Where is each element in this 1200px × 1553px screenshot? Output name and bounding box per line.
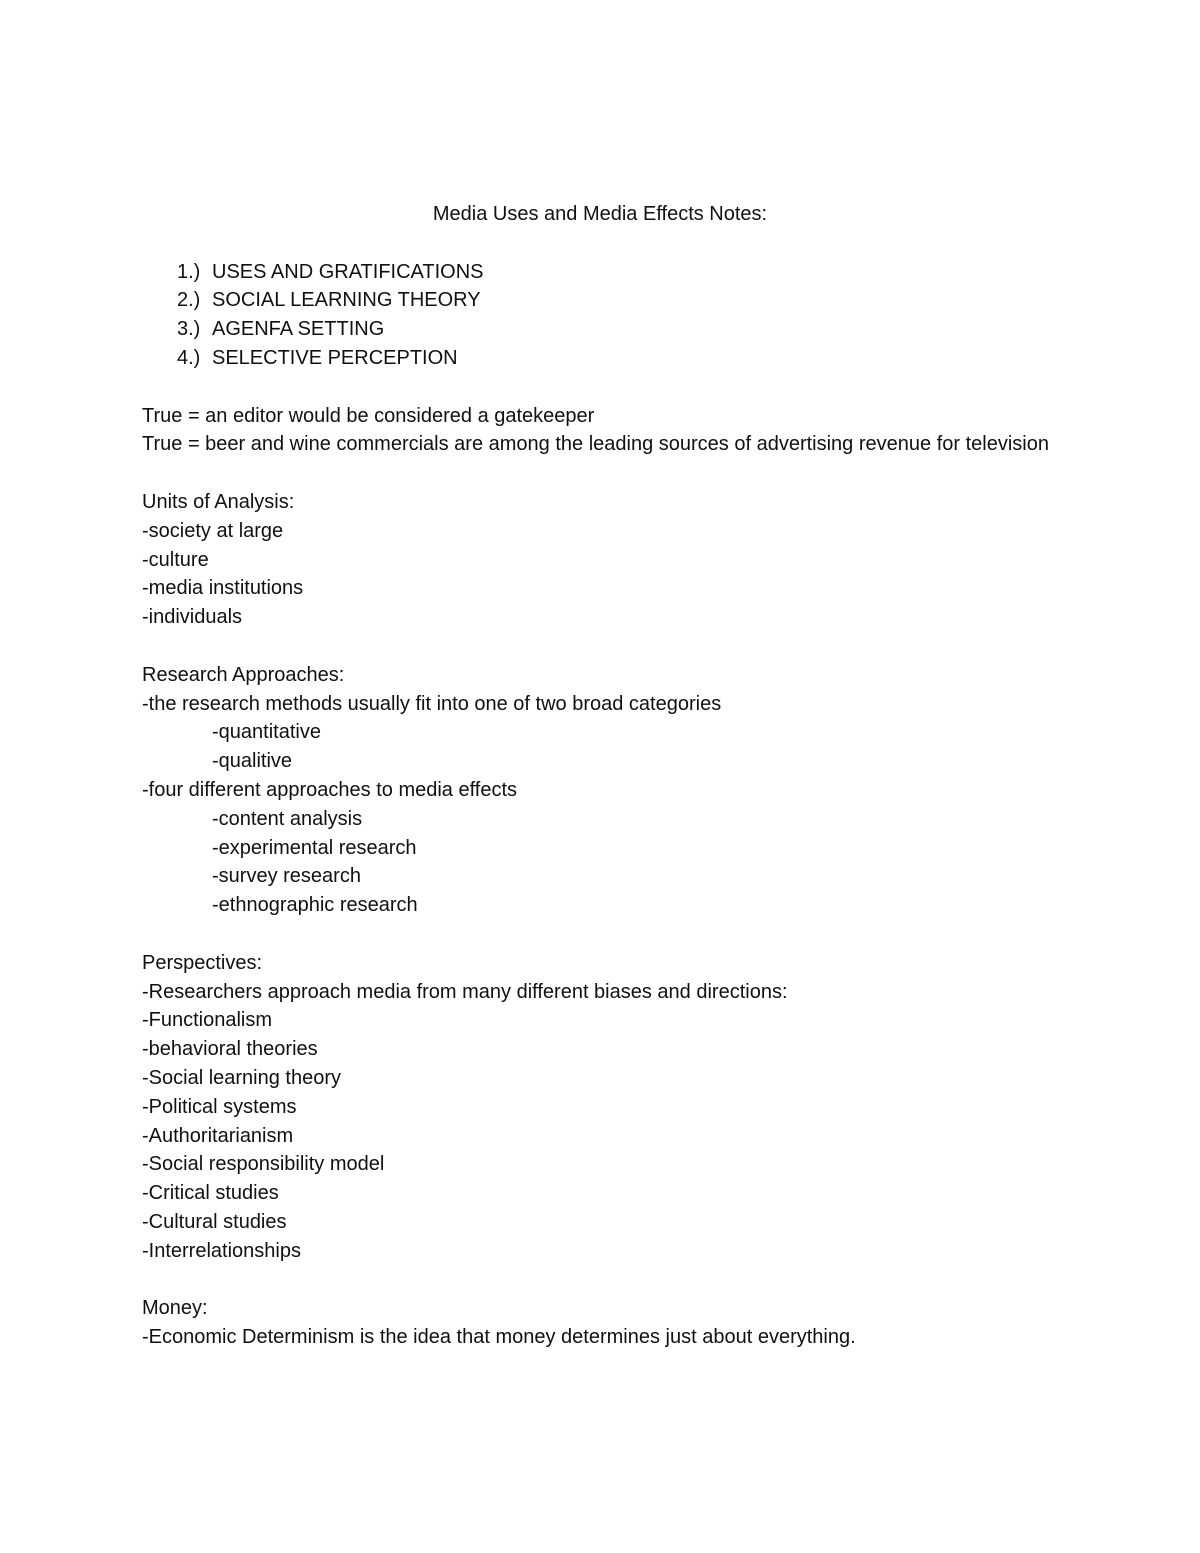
theories-list xyxy=(142,258,1058,373)
perspectives-item: -Interrelationships xyxy=(142,1239,301,1262)
perspectives-item: -Authoritarianism xyxy=(142,1124,294,1147)
list-item-text: SELECTIVE PERCEPTION xyxy=(212,346,458,369)
spacer xyxy=(142,373,1058,402)
true-statement: True = beer and wine commercials are among the leading sources of advertising revenue for television xyxy=(142,433,1049,456)
list-item xyxy=(142,344,1058,373)
perspectives-item: -Political systems xyxy=(142,1095,297,1118)
list-item-number: 3.) xyxy=(177,318,201,341)
list-item-number: 2.) xyxy=(177,289,201,312)
research-category: -quantitative xyxy=(212,721,321,744)
list-item xyxy=(142,286,1058,315)
document-title: Media Uses and Media Effects Notes: xyxy=(432,203,768,225)
perspectives-item: -behavioral theories xyxy=(142,1038,318,1061)
units-item: -culture xyxy=(142,548,209,571)
list-item-number: 1.) xyxy=(177,260,201,283)
perspectives-item: -Critical studies xyxy=(142,1182,279,1205)
perspectives-item: -Social learning theory xyxy=(142,1066,341,1089)
list-item xyxy=(142,258,1058,287)
true-statement: True = an editor would be considered a gatekeeper xyxy=(142,404,595,427)
research-approach: -ethnographic research xyxy=(212,894,418,917)
perspectives-item: -Social responsibility model xyxy=(142,1153,385,1176)
list-item-text: SOCIAL LEARNING THEORY xyxy=(212,289,481,312)
money-item: -Economic Determinism is the idea that money determines just about everything. xyxy=(142,1326,856,1349)
spacer xyxy=(142,632,1058,661)
list-item xyxy=(142,315,1058,344)
units-heading: Units of Analysis: xyxy=(142,490,295,513)
document-body xyxy=(142,200,1058,1352)
perspectives-item: -Functionalism xyxy=(142,1009,273,1032)
research-categories-intro: -the research methods usually fit into one of two broad categories xyxy=(142,692,722,715)
list-item-text: AGENFA SETTING xyxy=(212,318,385,341)
research-approach: -content analysis xyxy=(212,807,363,830)
research-category: -qualitive xyxy=(212,750,293,773)
list-item-text: USES AND GRATIFICATIONS xyxy=(212,260,484,283)
units-item: -society at large xyxy=(142,519,284,542)
spacer xyxy=(142,1265,1058,1294)
money-heading: Money: xyxy=(142,1297,208,1320)
spacer xyxy=(142,920,1058,949)
units-item: -individuals xyxy=(142,606,243,629)
spacer xyxy=(142,459,1058,488)
research-approaches-intro: -four different approaches to media effects xyxy=(142,778,518,801)
units-item: -media institutions xyxy=(142,577,304,600)
list-item-number: 4.) xyxy=(177,346,201,369)
perspectives-item: -Researchers approach media from many different biases and directions: xyxy=(142,980,788,1003)
research-approach: -survey research xyxy=(212,865,361,888)
perspectives-heading: Perspectives: xyxy=(142,951,263,974)
perspectives-item: -Cultural studies xyxy=(142,1210,287,1233)
research-heading: Research Approaches: xyxy=(142,663,345,686)
research-approach: -experimental research xyxy=(212,836,417,859)
